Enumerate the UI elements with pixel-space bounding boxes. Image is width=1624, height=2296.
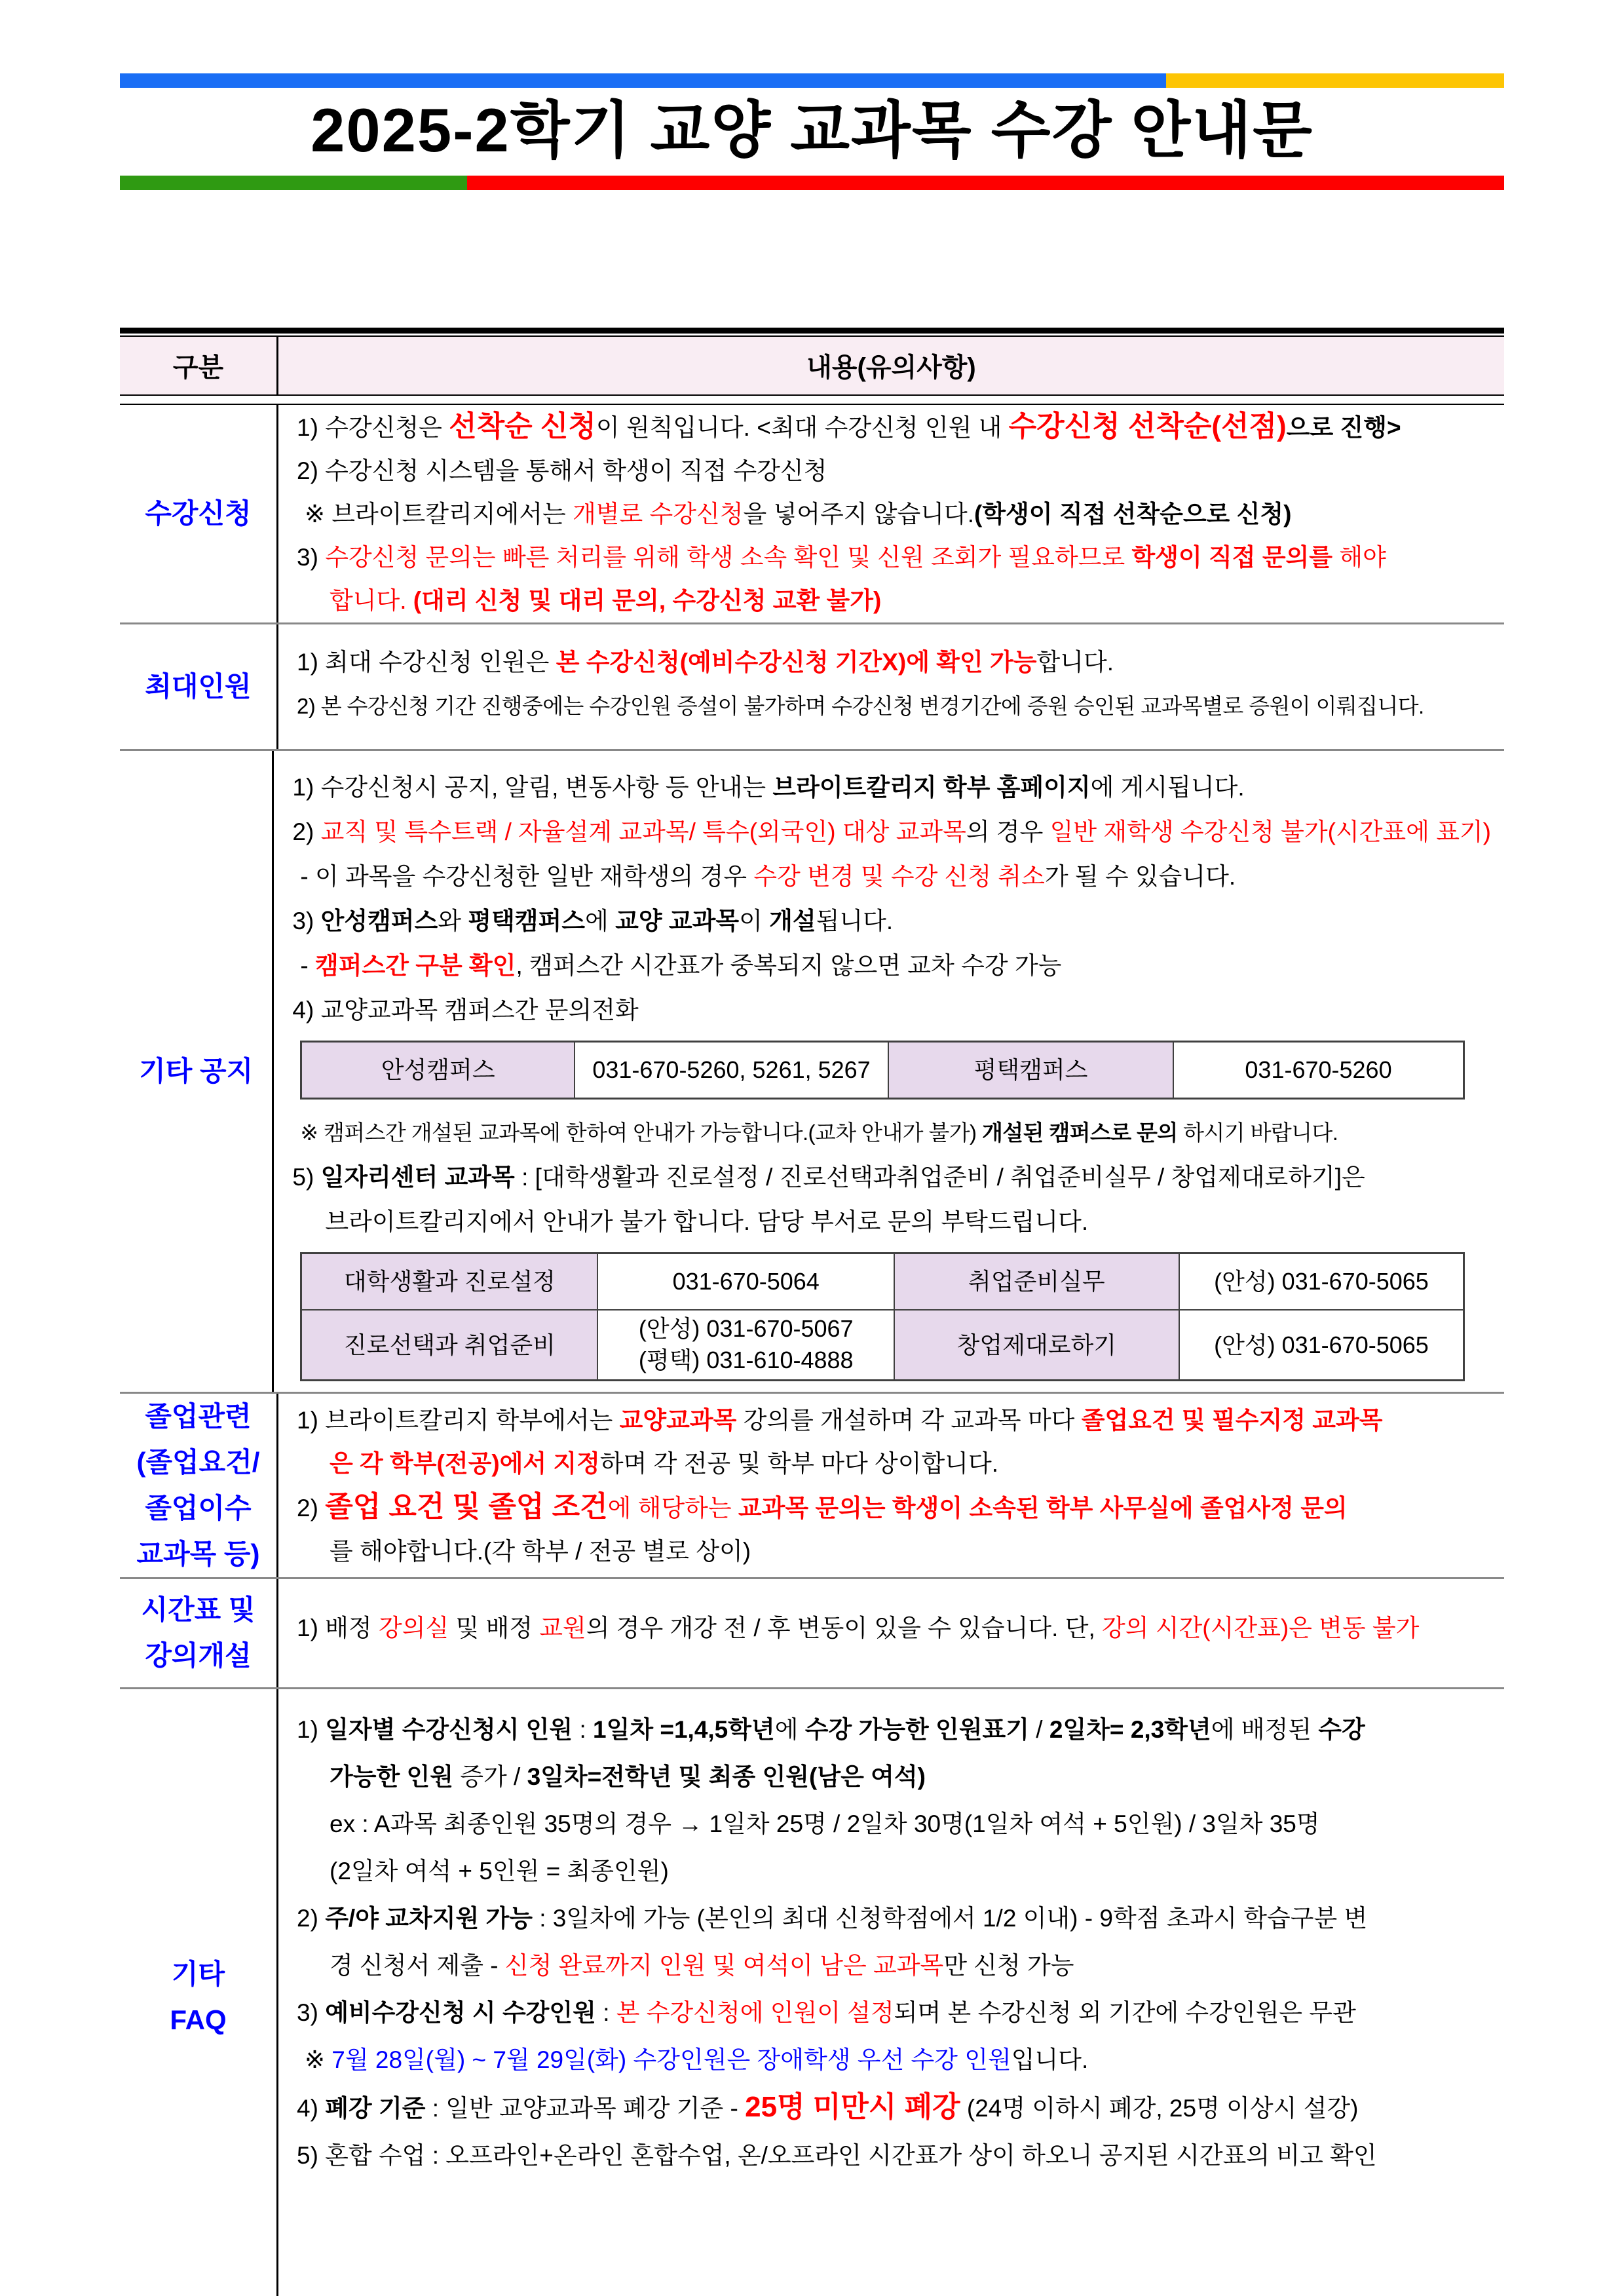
text-segment: (대리 신청 및 대리 문의, 수강신청 교환 불가) (413, 586, 882, 614)
text-segment: 7월 28일(월) ~ 7월 29일(화) 수강인원은 장애학생 우선 수강 인원 (331, 2046, 1011, 2073)
phone-table-header-cell: 취업준비실무 (894, 1253, 1179, 1310)
content-line (297, 536, 1491, 579)
row-label-line: FAQ (170, 2004, 227, 2035)
content-line (292, 854, 1491, 899)
text-segment: 가 될 수 있습니다. (1044, 862, 1236, 890)
text-segment: 캠퍼스간 구분 확인 (315, 951, 516, 979)
text-segment: 4) 교양교과목 캠퍼스간 문의전화 (292, 996, 639, 1024)
phone-number-cell (597, 1310, 894, 1381)
text-segment: 신청 완료까지 인원 및 여석이 남은 교과목 (504, 1951, 944, 1979)
text-segment: 가능한 인원 (330, 1763, 453, 1790)
phone-line: (평택) 031-610-4888 (638, 1347, 854, 1374)
table-row (120, 405, 1504, 622)
notice-table (120, 328, 1504, 2296)
table-top-border (120, 328, 1504, 334)
text-segment: 학생이 직접 문의를 (1131, 543, 1333, 571)
text-segment: 일자리센터 교과목 (320, 1163, 515, 1191)
table-header-row (120, 337, 1504, 394)
text-segment: ※ 캠퍼스간 개설된 교과목에 한하여 안내가 가능합니다.(교차 안내가 불가) (300, 1120, 982, 1145)
top-color-bar (120, 73, 1504, 88)
text-segment: / (1029, 1715, 1049, 1743)
red-bar-segment (467, 176, 1504, 190)
text-segment: 개설된 캠퍼스로 문의 (981, 1120, 1178, 1145)
text-segment: 되며 본 수강신청 외 기간에 수강인원은 무관 (894, 1999, 1356, 2026)
phone-table-header-cell: 대학생활과 진로설정 (301, 1253, 598, 1310)
content-line (297, 405, 1491, 450)
content-line (297, 1442, 1491, 1485)
text-segment: 입니다. (1011, 2046, 1089, 2073)
content-line (297, 579, 1491, 622)
text-segment: 수강신청 선착순(선점) (1008, 410, 1287, 442)
row-content (278, 1394, 1504, 1577)
text-segment: 2) (297, 1904, 326, 1932)
text-segment: : (595, 1999, 616, 2026)
text-segment: 선착순 신청 (449, 410, 596, 442)
row-label-line: 기타 (171, 1958, 225, 1989)
text-segment: 이 (739, 907, 770, 934)
content-line (297, 1706, 1491, 1753)
text-segment: ※ 브라이트칼리지에서는 (305, 500, 573, 527)
phone-number-cell: 031-670-5260 (1173, 1041, 1464, 1098)
text-segment: 개설 (769, 907, 816, 934)
text-segment: 브라이트칼리지에서 안내가 불가 합니다. 담당 부서로 문의 부탁드립니다. (325, 1208, 1089, 1235)
content-line (297, 1801, 1491, 1848)
text-segment: 교과목 문의는 학생이 소속된 학부 사무실에 졸업사정 문의 (738, 1494, 1348, 1521)
text-segment: 수강 변경 및 수강 신청 취소 (753, 862, 1045, 890)
content-line (292, 765, 1491, 810)
text-segment: 의 경우 개강 전 / 후 변동이 있을 수 있습니다. 단, (586, 1614, 1103, 1641)
table-row (120, 1577, 1504, 1687)
content-line (292, 988, 1491, 1033)
text-segment: 에 배정된 (1211, 1715, 1319, 1743)
text-segment: 교양교과목 (619, 1406, 737, 1434)
text-segment: 2) 본 수강신청 기간 진행중에는 수강인원 증설이 불가하며 수강신청 변경기간에 증원 승인된 교과목별로 증원이 이뤄집니다. (297, 693, 1424, 718)
text-segment: 안성캠퍼스 (320, 907, 438, 934)
row-label-line: (졸업요건/ (136, 1446, 260, 1478)
text-segment: 5) 혼합 수업 : 오프라인+온라인 혼합수업, 온/오프라인 시간표가 상이 하오니 공지된 시간표의 비고 확인 (297, 2141, 1377, 2169)
content-line (297, 450, 1491, 493)
text-segment: 및 배정 (449, 1614, 540, 1641)
text-segment: 경 신청서 제출 - (330, 1951, 505, 1979)
text-segment: 2) (297, 1494, 326, 1521)
text-segment: 일자별 수강신청시 인원 (325, 1715, 573, 1743)
content-line (297, 2084, 1491, 2132)
green-bar-segment (120, 176, 467, 190)
row-content (278, 1689, 1504, 2296)
content-line (297, 1753, 1491, 1801)
text-segment: 주/야 교차지원 가능 (325, 1904, 533, 1932)
text-segment: 1) 브라이트칼리지 학부에서는 (297, 1406, 620, 1434)
text-segment: 증가 / (453, 1763, 527, 1790)
text-segment: 3) (297, 543, 326, 571)
text-segment: 의 경우 (966, 818, 1050, 845)
text-segment: 에 해당하는 (607, 1494, 738, 1521)
content-line (297, 1399, 1491, 1442)
content-line (292, 944, 1491, 988)
row-content (278, 624, 1504, 749)
header-cell-content: 내용(유의사항) (806, 353, 976, 383)
phone-table-row (301, 1041, 1464, 1098)
text-segment: 개별로 수강신청 (572, 500, 744, 527)
phone-table-row (301, 1310, 1464, 1381)
text-segment: 교양 교과목 (615, 907, 740, 934)
phone-table-header-cell: 평택캠퍼스 (888, 1041, 1173, 1098)
text-segment: (24명 이하시 폐강, 25명 이상시 설강) (960, 2094, 1359, 2122)
row-content (274, 751, 1504, 1392)
text-segment: 본 수강신청(예비수강신청 기간X)에 확인 가능 (556, 648, 1037, 676)
text-segment: 예비수강신청 시 수강인원 (325, 1999, 596, 2026)
text-segment: (학생이 직접 선착순으로 신청) (974, 500, 1292, 527)
text-segment: : (573, 1715, 594, 1743)
content-line (292, 1155, 1491, 1200)
text-segment: 25명 미만시 폐강 (745, 2090, 960, 2123)
row-label (120, 1394, 278, 1577)
row-label-line: 졸업이수 (145, 1492, 252, 1523)
text-segment: ex : A과목 최종인원 35명의 경우 → 1일차 25명 / 2일차 30명(1일차 여석 + 5인원) / 3일차 35명 (330, 1810, 1320, 1837)
text-segment: - (300, 951, 315, 979)
phone-table (300, 1041, 1465, 1100)
row-label-line: 강의개설 (145, 1640, 252, 1672)
text-segment: 교원 (539, 1614, 586, 1641)
text-segment: 수강 (1318, 1715, 1365, 1743)
text-segment: 졸업 요건 및 졸업 조건 (325, 1490, 608, 1523)
content-line (292, 1110, 1491, 1155)
text-segment: 강의실 (378, 1614, 449, 1641)
text-segment: 일반 재학생 수강신청 불가(시간표에 표기) (1049, 818, 1491, 845)
text-segment: 강의 시간(시간표)은 변동 불가 (1102, 1614, 1420, 1641)
text-segment: 본 수강신청에 인원이 설정 (616, 1999, 894, 2026)
text-segment: 평택캠퍼스 (468, 907, 586, 934)
phone-table-row (301, 1253, 1464, 1310)
text-segment: 에 (774, 1715, 805, 1743)
text-segment: 수강신청 문의는 빠른 처리를 위해 학생 소속 확인 및 신원 조회가 필요하므로 (325, 543, 1132, 571)
text-segment: 하며 각 전공 및 학부 마다 상이합니다. (599, 1449, 998, 1477)
text-segment: 3) (297, 1999, 326, 2026)
row-label-line: 수강신청 (145, 497, 252, 529)
text-segment: 을 넣어주지 않습니다. (743, 500, 974, 527)
text-segment: 졸업요건 및 필수지정 교과목 (1081, 1406, 1383, 1434)
text-segment: 2) 수강신청 시스템을 통해서 학생이 직접 수강신청 (297, 457, 827, 484)
phone-table-header-cell: 창업제대로하기 (894, 1310, 1179, 1381)
phone-number-cell: (안성) 031-670-5065 (1179, 1310, 1464, 1381)
content-line (297, 2132, 1491, 2179)
phone-table-header-cell: 안성캠퍼스 (301, 1041, 575, 1098)
content-line (297, 641, 1491, 684)
title-banner (120, 73, 1504, 190)
page-title: 2025-2학기 교양 교과목 수강 안내문 (311, 96, 1313, 164)
content-line (297, 1989, 1491, 2037)
content-line (297, 1895, 1491, 1942)
text-segment: 3일차=전학년 및 최종 인원(남은 여석) (527, 1763, 926, 1790)
text-segment: (2일차 여석 + 5인원 = 최종인원) (330, 1857, 669, 1885)
content-line (297, 2037, 1491, 2084)
content-line (292, 810, 1491, 854)
phone-line: (안성) 031-670-5067 (638, 1314, 854, 1342)
text-segment: : 3일차에 가능 (본인의 최대 신청학점에서 1/2 이내) - 9학점 초과시 학습구분 변 (532, 1904, 1368, 1932)
text-segment: 1) (297, 1715, 326, 1743)
text-segment: 강의를 개설하며 각 교과목 마다 (736, 1406, 1082, 1434)
text-segment: 1) 수강신청시 공지, 알림, 변동사항 등 안내는 (292, 773, 773, 801)
row-label (120, 405, 278, 622)
text-segment: 3) (292, 907, 321, 934)
phone-table-header-cell: 진로선택과 취업준비 (301, 1310, 598, 1381)
text-segment: : [대학생활과 진로설정 / 진로선택과취업준비 / 취업준비실무 / 창업제대로하기]은 (514, 1163, 1365, 1191)
text-segment: 브라이트칼리지 학부 홈페이지 (772, 773, 1091, 801)
text-segment: 2일차= 2,3학년 (1049, 1715, 1211, 1743)
content-line (297, 1530, 1491, 1573)
row-content (278, 405, 1504, 622)
text-segment: 1) 수강신청은 (297, 413, 449, 441)
blue-bar-segment (120, 73, 1166, 88)
content-line (292, 899, 1491, 944)
content-line (297, 1607, 1491, 1650)
row-label (120, 1689, 278, 2296)
row-label-line: 기타 공지 (139, 1055, 254, 1086)
row-label-line: 졸업관련 (145, 1400, 252, 1432)
text-segment: 만 신청 가능 (943, 1951, 1074, 1979)
text-segment: ※ (305, 2046, 332, 2073)
text-segment: 5) (292, 1163, 321, 1191)
text-segment: 하시기 바랍니다. (1177, 1120, 1338, 1145)
text-segment: 1) 최대 수강신청 인원은 (297, 648, 556, 676)
phone-number-cell: 031-670-5064 (597, 1253, 894, 1310)
text-segment: - 이 과목을 수강신청한 일반 재학생의 경우 (300, 862, 754, 890)
text-segment: 으로 진행> (1286, 413, 1401, 441)
table-row (120, 749, 1504, 1392)
header-cell-category: 구분 (120, 337, 278, 394)
table-row (120, 622, 1504, 749)
text-segment: 와 (438, 907, 468, 934)
text-segment: 합니다. (330, 586, 413, 614)
table-body (120, 405, 1504, 2296)
text-segment: 됩니다. (816, 907, 894, 934)
content-line (297, 684, 1491, 728)
row-label (120, 751, 274, 1392)
text-segment: 1) 배정 (297, 1614, 379, 1641)
text-segment: , 캠퍼스간 시간표가 중복되지 않으면 교차 수강 가능 (516, 951, 1062, 979)
text-segment: 에 게시됩니다. (1090, 773, 1245, 801)
table-row (120, 1392, 1504, 1577)
text-segment: 4) (297, 2094, 326, 2122)
text-segment: 합니다. (1036, 648, 1114, 676)
text-segment: 교직 및 특수트랙 / 자율설계 교과목/ 특수(외국인) 대상 교과목 (320, 818, 966, 845)
text-segment: 에 (585, 907, 616, 934)
content-line (292, 1200, 1491, 1244)
text-segment: 폐강 기준 (325, 2094, 426, 2122)
yellow-bar-segment (1166, 73, 1504, 88)
text-segment: 수강 가능한 인원표기 (804, 1715, 1030, 1743)
text-segment: 이 원칙입니다. <최대 수강신청 인원 내 (595, 413, 1009, 441)
row-label (120, 624, 278, 749)
row-content (278, 1579, 1504, 1687)
row-label-line: 최대인원 (145, 670, 252, 702)
text-segment: 은 각 학부(전공)에서 지정 (330, 1449, 600, 1477)
text-segment: 2) (292, 818, 321, 845)
bottom-color-bar (120, 176, 1504, 190)
phone-number-cell: (안성) 031-670-5065 (1179, 1253, 1464, 1310)
text-segment: 1일차 =1,4,5학년 (593, 1715, 775, 1743)
text-segment: : 일반 교양교과목 폐강 기준 - (425, 2094, 746, 2122)
phone-table (300, 1252, 1465, 1381)
row-label-line: 시간표 및 (141, 1594, 255, 1626)
phone-number-cell: 031-670-5260, 5261, 5267 (575, 1041, 888, 1098)
text-segment: 해야 (1332, 543, 1386, 571)
row-label-line: 교과목 등) (136, 1538, 260, 1569)
table-row (120, 1687, 1504, 2296)
content-line (297, 1485, 1491, 1530)
text-segment: 를 해야합니다.(각 학부 / 전공 별로 상이) (330, 1537, 751, 1565)
content-line (297, 1942, 1491, 1989)
content-line (297, 493, 1491, 536)
content-line (297, 1848, 1491, 1895)
row-label (120, 1579, 278, 1687)
